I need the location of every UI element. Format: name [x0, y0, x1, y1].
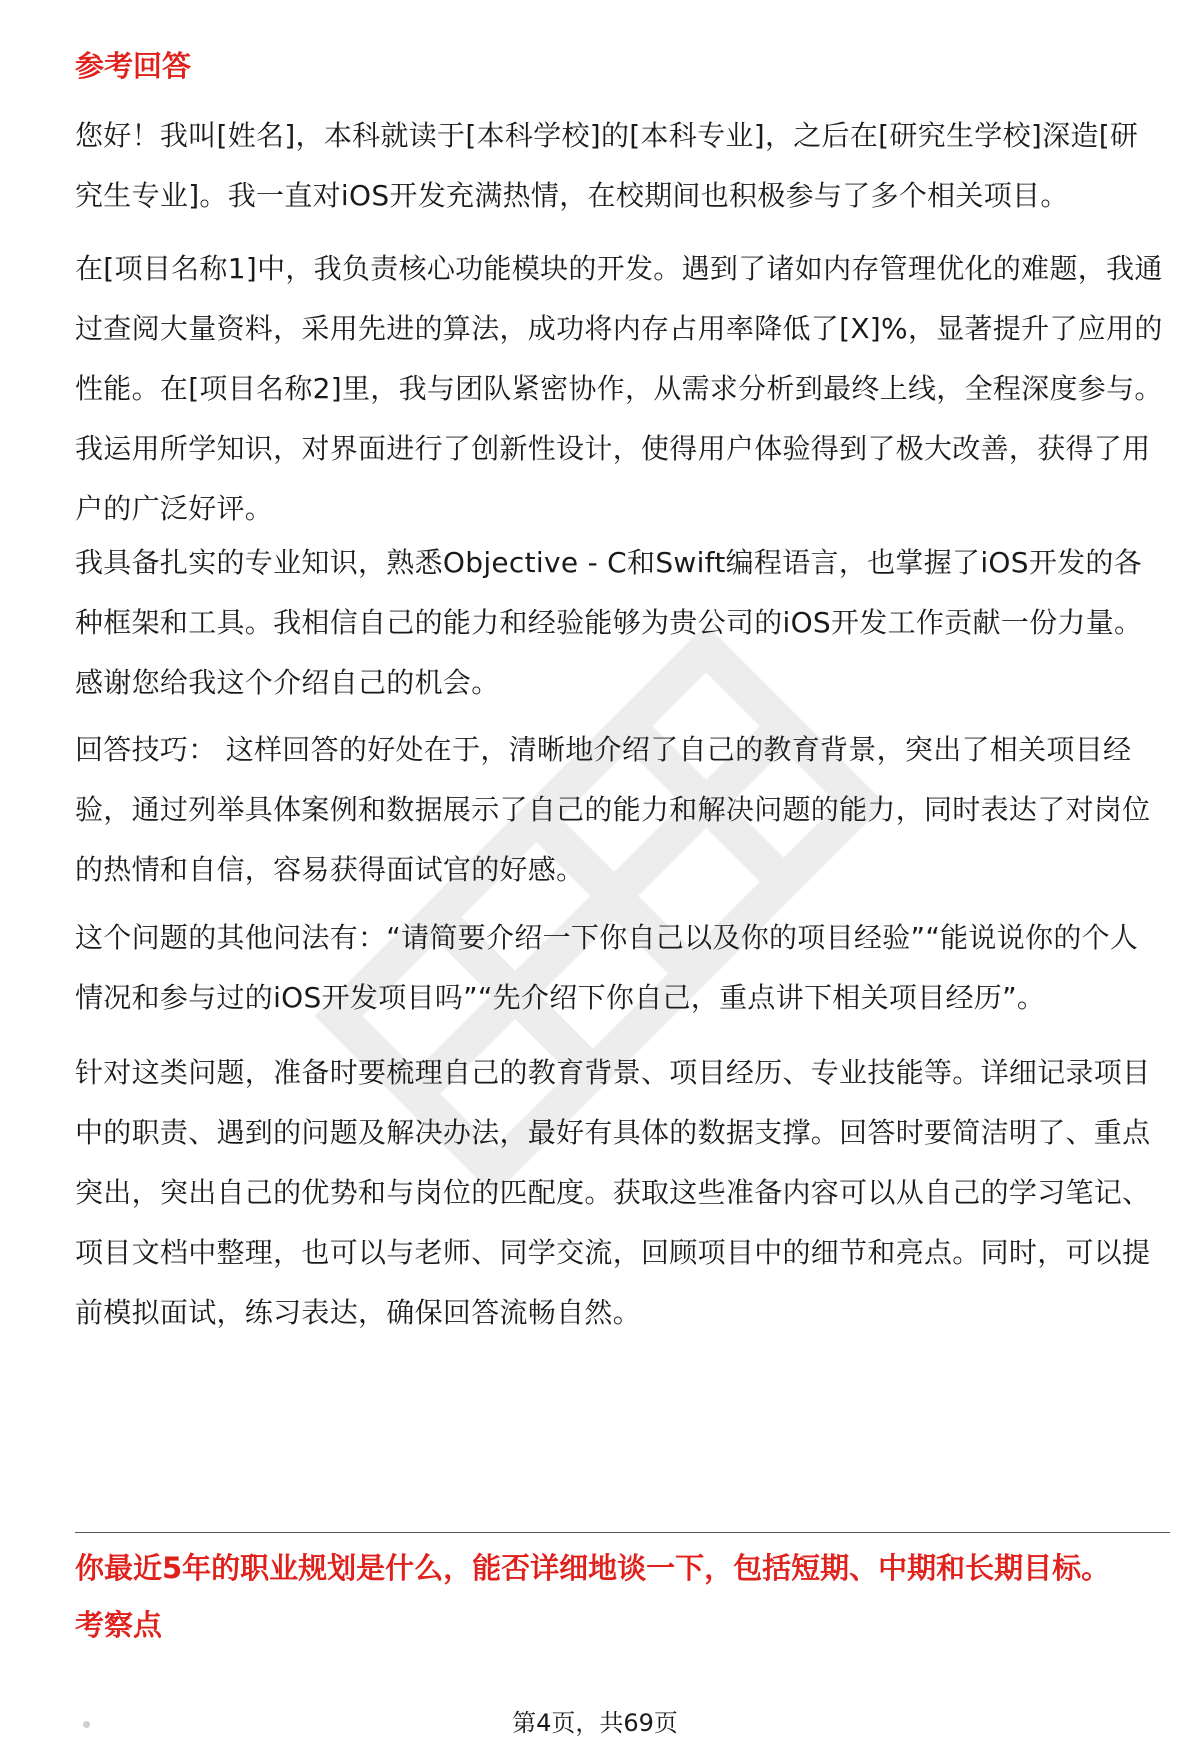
examination-points-heading: 考察点: [75, 1608, 163, 1642]
paragraph-tips: 回答技巧： 这样回答的好处在于，清晰地介绍了自己的教育背景，突出了相关项目经验，通过列举具体案例和数据展示了自己的能力和解决问题的能力，同时表达了对岗位的热情和自信，容易获得面试官的好感。: [75, 733, 1151, 886]
section-divider: [75, 1532, 1170, 1533]
paragraph-intro: 您好！我叫[姓名]，本科就读于[本科学校]的[本科专业]，之后在[研究生学校]深造[研究生专业]。我一直对iOS开发充满热情，在校期间也积极参与了多个相关项目。: [75, 119, 1139, 212]
page-number: 第4页，共69页: [512, 1709, 678, 1737]
paragraph-skills: 我具备扎实的专业知识，熟悉Objective - C和Swift编程语言，也掌握了iOS开发的各种框架和工具。我相信自己的能力和经验能够为贵公司的iOS开发工作贡献一份力量。感谢您给我这个介绍自己的机会。: [75, 546, 1143, 699]
paragraph-preparation: 针对这类问题，准备时要梳理自己的教育背景、项目经历、专业技能等。详细记录项目中的职责、遇到的问题及解决办法，最好有具体的数据支撑。回答时要简洁明了、重点突出，突出自己的优势和与岗位的匹配度。获取这些准备内容可以从自己的学习笔记、项目文档中整理，也可以与老师、同学交流，回顾项目中的细节和亮点。同时，可以提前模拟面试，练习表达，确保回答流畅自然。: [75, 1056, 1151, 1329]
paragraph-alternatives: 这个问题的其他问法有：“请简要介绍一下你自己以及你的项目经验”“能说说你的个人情况和参与过的iOS开发项目吗”“先介绍下你自己，重点讲下相关项目经历”。: [75, 921, 1139, 1014]
answer-heading: 参考回答: [75, 49, 192, 83]
paragraph-projects: 在[项目名称1]中，我负责核心功能模块的开发。遇到了诸如内存管理优化的难题，我通过查阅大量资料，采用先进的算法，成功将内存占用率降低了[X]%，显著提升了应用的性能。在[项目名称2]里，我与团队紧密协作，从需求分析到最终上线，全程深度参与。我运用所学知识，对界面进行了创新性设计，使得用户体验得到了极大改善，获得了用户的广泛好评。: [75, 252, 1163, 525]
question-heading: 你最近5年的职业规划是什么，能否详细地谈一下，包括短期、中期和长期目标。: [75, 1551, 1111, 1585]
